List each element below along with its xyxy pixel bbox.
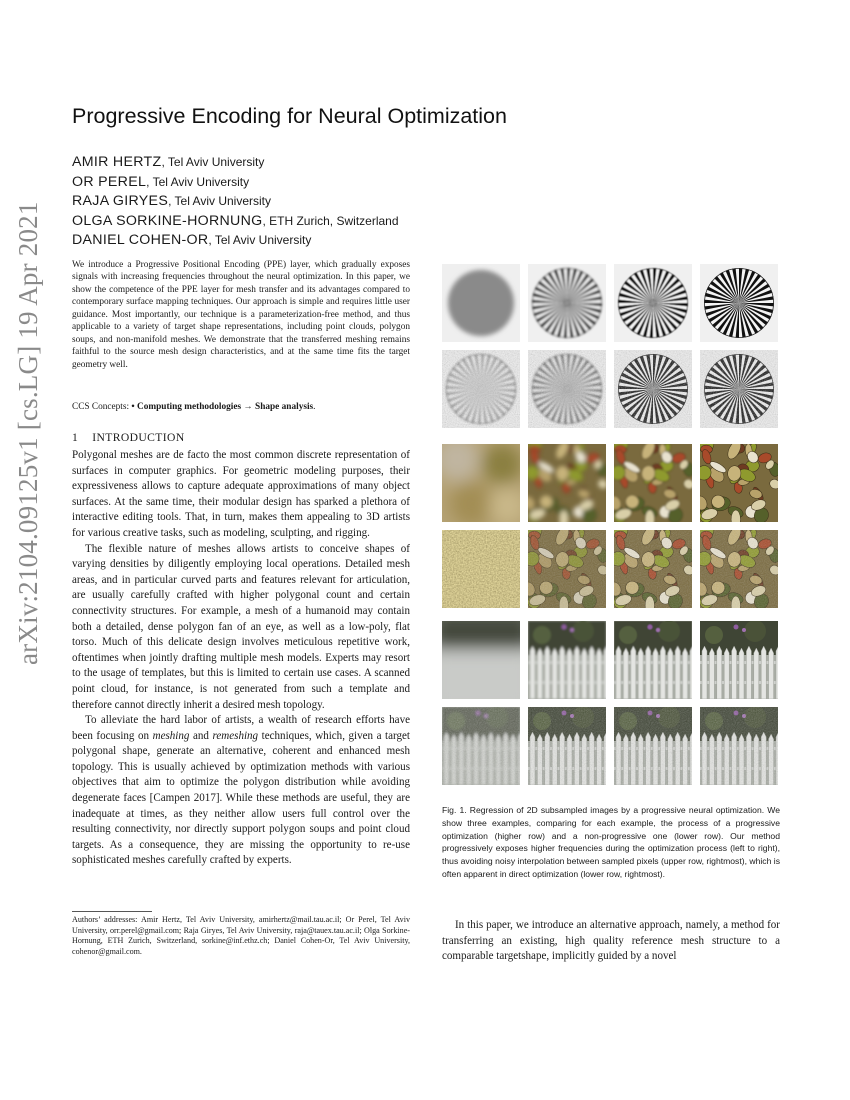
intro-paragraph-3	[72, 713, 410, 869]
intro-p3-part-3: techniques, which, given a target polygonal shape, generate an alternative, coherent and enhanced mesh topology. This is usually achieved by optimization methods with various objectives that aim to optimize the polygon distribution while avoiding degenerate faces [Campen 2017]. While these methods are useful, they are inadequate at times, as they neither allow users full control over the resulting connectivity, nor directly support polygon soups and point cloud targets. As a consequence, they are missing the opportunity to re-use sophisticated meshes carefully crafted by experts.	[72, 729, 410, 867]
section-heading	[72, 431, 185, 444]
author-affiliation: , Tel Aviv University	[146, 174, 250, 189]
fence-direct-step-1	[442, 707, 520, 785]
figure-1	[442, 264, 780, 784]
fence-progressive-step-1	[442, 621, 520, 699]
author-5	[72, 231, 399, 251]
beans-direct-step-2	[528, 530, 606, 608]
intro-p3-part-2: and	[189, 729, 213, 742]
beans-progressive-step-1	[442, 444, 520, 522]
author-affiliation: , Tel Aviv University	[161, 155, 265, 169]
intro-paragraph-2: The flexible nature of meshes allows artists to conceive shapes of varying densities by diligently employing local operations. Detailed mesh areas, and in particular curved parts and features relevant for articulation, are usually carefully crafted with higher polygonal count and certain connectivity structures. For example, a mesh of a humanoid may contain both a detailed, dense polygon fan of an eye, as well as a low-poly, flat torso. Much of this delicate design involves meticulous repetitive work, oftentimes when jointly drafting multiple mesh models. Experts may resort to the usage of templates, but this is limited to certain use cases. A scanned point cloud, for instance, is not generated from such a template and therefore cannot directly inherit a desired mesh topology.	[72, 542, 410, 711]
author-name: DANIEL COHEN-OR	[72, 232, 209, 248]
footnote-rule	[72, 911, 152, 912]
starburst-progressive-step-2	[528, 264, 606, 342]
beans-progressive-step-3	[614, 444, 692, 522]
starburst-direct-step-2	[528, 350, 606, 428]
beans-direct-step-1	[442, 530, 520, 608]
author-affiliation: , ETH Zurich, Switzerland	[262, 213, 399, 228]
intro-p3-part-1: To alleviate the hard labor of artists, a wealth of research efforts have been focusing on	[72, 714, 410, 742]
introduction-body	[72, 448, 410, 869]
authors-addresses-footnote: Authors’ addresses: Amir Hertz, Tel Aviv University, amirhertz@mail.tau.ac.il; Or Perel, Tel Aviv University, orr.perel@gmail.com; Raja Giryes, Tel Aviv University, raja@tauex.tau.ac.il; Olga Sorkine-Hornung, ETH Zurich, Switzerland, sorkine@inf.ethz.ch; Daniel Cohen-Or, Tel Aviv University, cohenor@gmail.com.	[72, 915, 410, 956]
author-name: RAJA GIRYES	[72, 193, 169, 209]
starburst-progressive-step-4	[700, 264, 778, 342]
abstract: We introduce a Progressive Positional Encoding (PPE) layer, which gradually exposes signals with increasing frequencies throughout the neural optimization. In this paper, we show the competence of the PPE layer for mesh transfer and its advantages compared to contemporary surface mapping techniques. Our approach is simple and requires little user guidance. Most importantly, our technique is a parameterization-free method, and thus applicable to a variety of target shape representations, including point clouds, polygon soups, and non-manifold meshes. We demonstrate that the transferred meshing remains faithful to the source mesh design characteristics, and at the same time fits the target geometry well.	[72, 260, 410, 370]
starburst-progressive-step-3	[614, 264, 692, 342]
ccs-end: .	[313, 402, 316, 412]
ccs-label: CCS Concepts:	[72, 402, 132, 412]
fence-direct-step-3	[614, 707, 692, 785]
beans-direct-step-4	[700, 530, 778, 608]
intro-p3-emphasis-remeshing: remeshing	[212, 729, 259, 742]
section-number: 1	[72, 431, 79, 444]
paper-title: Progressive Encoding for Neural Optimization	[72, 104, 507, 128]
author-name: AMIR HERTZ	[72, 154, 162, 170]
ccs-bullet: •	[131, 402, 137, 412]
author-3	[72, 192, 399, 212]
fence-direct-step-2	[528, 707, 606, 785]
author-1	[72, 153, 399, 173]
fence-direct-step-4	[700, 707, 778, 785]
intro-paragraph-1: Polygonal meshes are de facto the most common discrete representation of surfaces in computer graphics. For geometric modeling purposes, their expressiveness allows to capture adequate approximations of many object surfaces. At the same time, their modular design has sparked a plethora of interactive editing tools. That, in turn, makes them appealing to 3D artists for various creative tasks, such as modeling, sculpting, and rigging.	[72, 449, 410, 539]
fence-progressive-step-2	[528, 621, 606, 699]
author-name: OR PEREL	[72, 173, 147, 190]
figure-1-caption: Fig. 1. Regression of 2D subsampled images by a progressive neural optimization. We show three examples, comparing for each example, the process of a progressive optimization (higher row) and a non-progressive one (lower row). Our method progressively exposes higher frequencies during the optimization process (left to right), thus avoiding noisy interpolation between sampled pixels (upper row, rightmost), which is often apparent in direct optimization (lower row, rightmost).	[442, 805, 780, 879]
author-list	[72, 153, 399, 251]
author-2	[72, 173, 399, 193]
author-name: OLGA SORKINE-HORNUNG	[72, 212, 263, 229]
author-affiliation: , Tel Aviv University	[168, 194, 272, 208]
fence-progressive-step-3	[614, 621, 692, 699]
ccs-concepts	[72, 402, 315, 412]
beans-direct-step-3	[614, 530, 692, 608]
right-column-paragraph: In this paper, we introduce an alternative approach, namely, a method for transferring an existing, high quality reference mesh structure to a comparable targetshape, implicitly guided by a novel	[442, 919, 780, 963]
arxiv-identifier: arXiv:2104.09125v1 [cs.LG] 19 Apr 2021	[13, 201, 43, 665]
starburst-direct-step-1	[442, 350, 520, 428]
beans-progressive-step-4	[700, 444, 778, 522]
author-4	[72, 212, 399, 232]
fence-progressive-step-4	[700, 621, 778, 699]
intro-p3-emphasis-meshing: meshing	[152, 729, 190, 742]
ccs-concept: Computing methodologies → Shape analysis	[137, 402, 314, 412]
section-title: INTRODUCTION	[92, 431, 185, 444]
starburst-direct-step-3	[614, 350, 692, 428]
author-affiliation: , Tel Aviv University	[208, 233, 312, 247]
beans-progressive-step-2	[528, 444, 606, 522]
starburst-direct-step-4	[700, 350, 778, 428]
starburst-progressive-step-1	[442, 264, 520, 342]
